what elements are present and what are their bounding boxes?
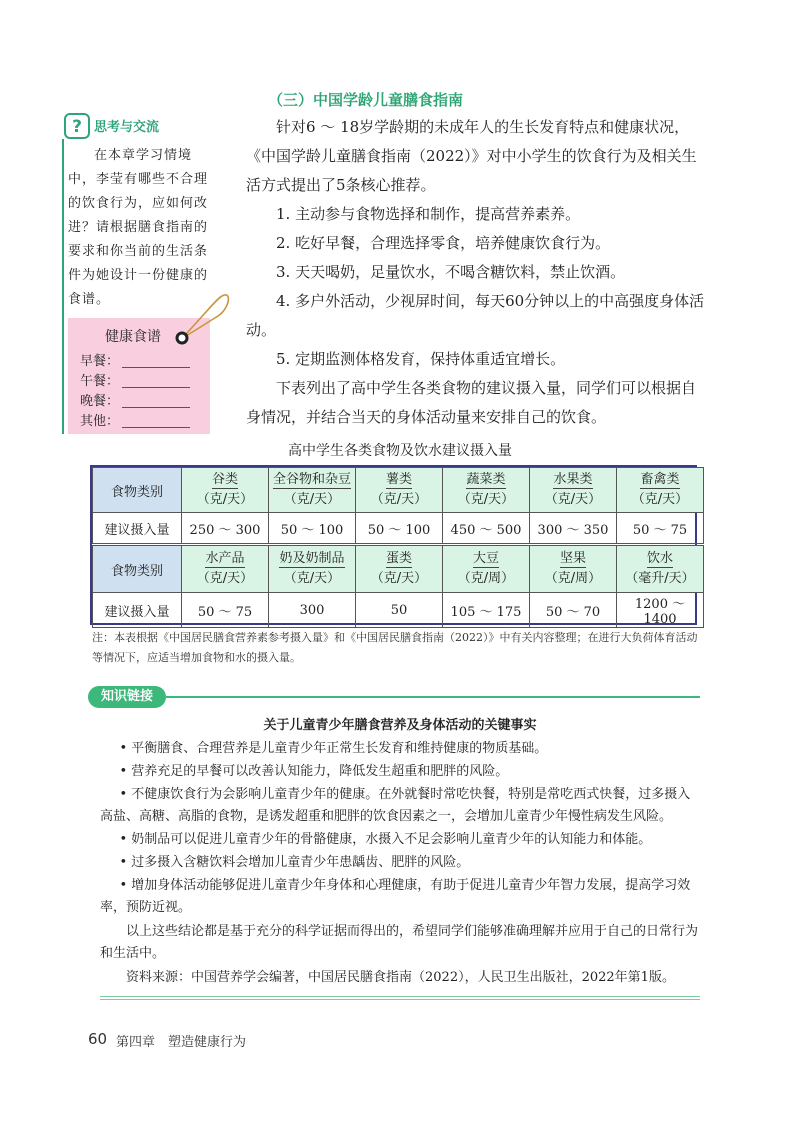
intake-value: 1200 ～ 1400: [617, 593, 704, 628]
recipe-card-title: 健康食谱: [105, 329, 161, 345]
intake-value: 300 ～ 350: [530, 513, 617, 544]
chapter-title: 第四章 塑造健康行为: [116, 1035, 247, 1050]
row-header: 建议摄入量: [93, 513, 182, 544]
food-category: 薯类 （克/天）: [356, 468, 443, 513]
food-category: 蔬菜类 （克/天）: [443, 468, 530, 513]
fact-item: • 平衡膳食、合理营养是儿童青少年正常生长发育和维持健康的物质基础。: [119, 741, 548, 756]
meal-other: 其他：: [80, 414, 120, 429]
table-row: [93, 513, 704, 544]
fact-item: • 营养充足的早餐可以改善认知能力，降低发生超重和肥胖的风险。: [119, 764, 509, 779]
intake-table-part1: [92, 467, 704, 544]
row-header: 食物类别: [93, 468, 182, 513]
fact-item: • 不健康饮食行为会影响儿童青少年的健康。在外就餐时常吃快餐，特别是常吃西式快餐，过多摄入高盐、高糖、高脂的食物，是诱发超重和肥胖的饮食因素之一，会增加儿童青少年慢性病发生风险。: [100, 787, 691, 824]
food-category: 水果类 （克/天）: [530, 468, 617, 513]
intake-value: 250 ～ 300: [182, 513, 269, 544]
sidebar-title: 思考与交流: [94, 120, 160, 135]
intro-paragraph: 针对6 ～ 18岁学龄期的未成年人的生长发育特点和健康状况，《中国学龄儿童膳食指南（2022）》对中小学生的饮食行为及相关生活方式提出了5条核心推荐。: [246, 118, 697, 194]
table-title: 高中学生各类食物及饮水建议摄入量: [288, 443, 512, 459]
meal-line: [122, 407, 190, 408]
closing-paragraph: 下表列出了高中学生各类食物的建议摄入量，同学们可以根据自身情况，并结合当天的身体活动量来安排自己的饮食。: [246, 379, 697, 426]
sidebar-divider: [62, 139, 64, 434]
question-icon: ?: [64, 113, 90, 139]
sidebar-text: 在本章学习情境中，李莹有哪些不合理的饮食行为，应如何改进？请根据膳食指南的要求和你当前的生活条件为她设计一份健康的食谱。: [68, 148, 209, 307]
recommendation-2: 2. 吃好早餐，合理选择零食，培养健康饮食行为。: [276, 234, 611, 252]
table-row: [93, 468, 704, 513]
intake-value: 50 ～ 70: [530, 593, 617, 628]
food-category: 蛋类 （克/天）: [356, 546, 443, 593]
row-header: 食物类别: [93, 546, 182, 593]
fact-item: • 奶制品可以促进儿童青少年的骨骼健康，水摄入不足会影响儿童青少年的认知能力和体能。: [119, 832, 652, 847]
food-category: 谷类 （克/天）: [182, 468, 269, 513]
intake-table-part2: [92, 545, 704, 628]
food-category: 坚果 （克/周）: [530, 546, 617, 593]
food-category: 全谷物和杂豆 （克/天）: [269, 468, 356, 513]
intake-value: 450 ～ 500: [443, 513, 530, 544]
knowledge-bottom-rule: [100, 996, 700, 997]
table-note: 注：本表根据《中国居民膳食营养素参考摄入量》和《中国居民膳食指南（2022）》中有关内容整理；在进行大负荷体育活动等情况下，应适当增加食物和水的摄入量。: [92, 631, 698, 664]
fact-item: • 过多摄入含糖饮料会增加儿童青少年患龋齿、肥胖的风险。: [119, 855, 470, 870]
meal-line: [122, 387, 190, 388]
intake-value: 50 ～ 75: [182, 593, 269, 628]
intake-value: 50: [356, 593, 443, 628]
meal-dinner: 晚餐：: [80, 394, 120, 409]
recommendation-3: 3. 天天喝奶，足量饮水，不喝含糖饮料，禁止饮酒。: [276, 263, 626, 281]
meal-line: [122, 427, 190, 428]
food-category: 水产品 （克/天）: [182, 546, 269, 593]
row-header: 建议摄入量: [93, 593, 182, 628]
food-category: 奶及奶制品 （克/天）: [269, 546, 356, 593]
intake-value: 105 ～ 175: [443, 593, 530, 628]
fact-item: • 增加身体活动能够促进儿童青少年身体和心理健康，有助于促进儿童青少年智力发展，提高学习效率，预防近视。: [100, 878, 691, 915]
knowledge-link-badge: 知识链接: [88, 686, 166, 708]
think-and-discuss-header: [64, 113, 176, 139]
recommendation-5: 5. 定期监测体格发育，保持体重适宜增长。: [276, 350, 566, 368]
meal-breakfast: 早餐：: [80, 354, 120, 369]
intake-value: 50 ～ 100: [269, 513, 356, 544]
meal-line: [122, 367, 190, 368]
knowledge-bottom-rule: [100, 999, 700, 1000]
recommendation-1: 1. 主动参与食物选择和制作，提高营养素养。: [276, 205, 581, 223]
page-number: 60: [88, 1030, 108, 1048]
intake-value: 50 ～ 100: [356, 513, 443, 544]
table-row: [93, 593, 704, 628]
food-category: 畜禽类 （克/天）: [617, 468, 704, 513]
source-citation: 资料来源：中国营养学会编著，中国居民膳食指南（2022），人民卫生出版社，2022年第1版。: [126, 970, 675, 985]
food-category: 大豆 （克/周）: [443, 546, 530, 593]
knowledge-title: 关于儿童青少年膳食营养及身体活动的关键事实: [263, 718, 537, 733]
recommendation-4: 4. 多户外活动，少视屏时间，每天60分钟以上的中高强度身体活动。: [246, 292, 705, 339]
table-row: [93, 546, 704, 593]
meal-lunch: 午餐：: [80, 374, 120, 389]
section-title: （三）中国学龄儿童膳食指南: [268, 91, 464, 109]
conclusion-paragraph: 以上这些结论都是基于充分的科学证据而得出的，希望同学们能够准确理解并应用于自己的日常行为和生活中。: [100, 924, 699, 961]
intake-value: 50 ～ 75: [617, 513, 704, 544]
knowledge-link-divider: [166, 696, 700, 698]
intake-value: 300: [269, 593, 356, 628]
food-category: 饮水 （毫升/天）: [617, 546, 704, 593]
